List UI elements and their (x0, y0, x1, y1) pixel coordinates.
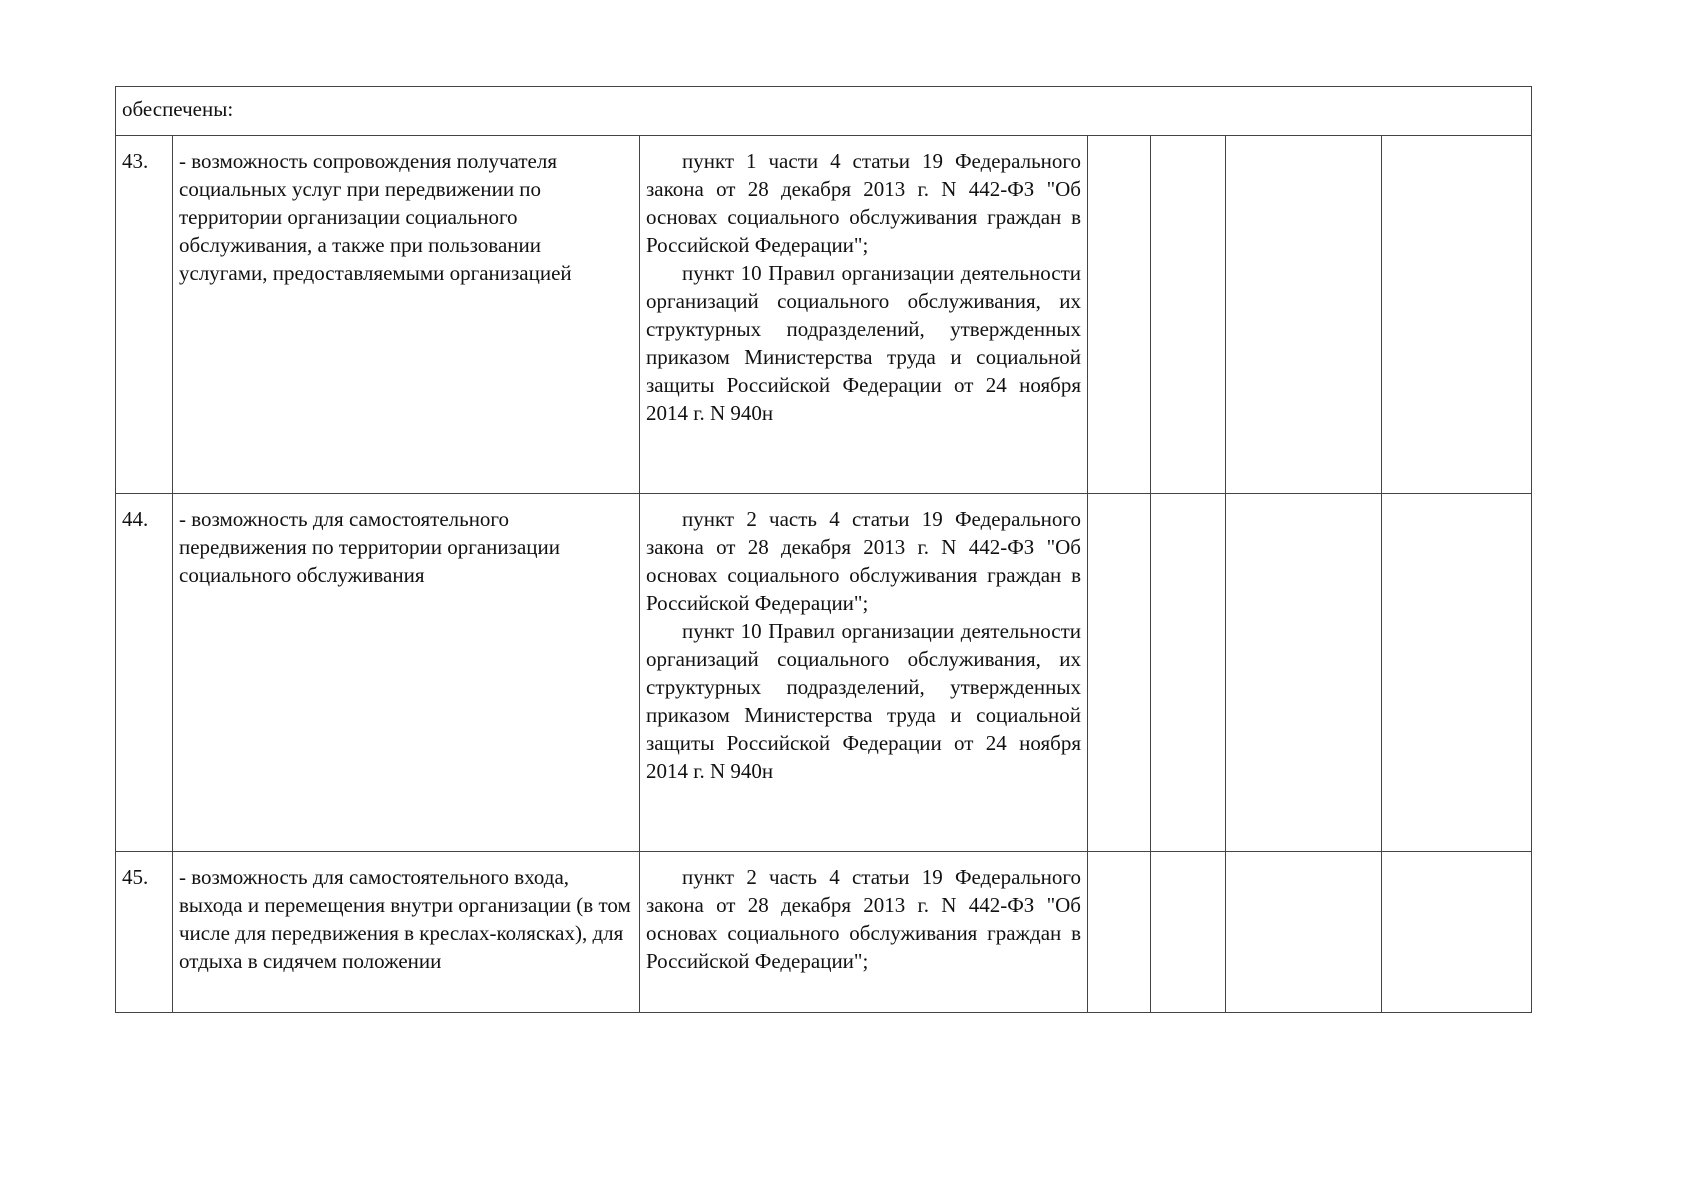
row-legal-basis (640, 852, 1088, 1013)
empty-cell (1088, 852, 1151, 1013)
legal-basis-paragraph: пункт 2 часть 4 статьи 19 Федерального закона от 28 декабря 2013 г. N 442-ФЗ "Об основах социального обслуживания граждан в Российской Федерации"; (646, 507, 1081, 615)
empty-cell (1151, 494, 1226, 852)
empty-cell (1382, 852, 1532, 1013)
row-number: 43. (116, 136, 173, 494)
legal-basis-paragraph: пункт 10 Правил организации деятельности организаций социального обслуживания, их структурных подразделений, утвержденных приказом Министерства труда и социальной защиты Российской Федерации от 24 ноября 2014 г. N 940н (646, 619, 1081, 783)
empty-cell (1088, 136, 1151, 494)
row-legal-basis (640, 494, 1088, 852)
row-number: 44. (116, 494, 173, 852)
row-description: - возможность для самостоятельного входа, выхода и перемещения внутри организации (в том числе для передвижения в креслах-колясках), для отдыха в сидячем положении (173, 852, 640, 1013)
legal-basis-paragraph: пункт 10 Правил организации деятельности организаций социального обслуживания, их структурных подразделений, утвержденных приказом Министерства труда и социальной защиты Российской Федерации от 24 ноября 2014 г. N 940н (646, 261, 1081, 425)
table-row (116, 494, 1532, 852)
empty-cell (1226, 494, 1382, 852)
empty-cell (1151, 852, 1226, 1013)
table-row (116, 136, 1532, 494)
empty-cell (1088, 494, 1151, 852)
row-description: - возможность для самостоятельного передвижения по территории организации социального обслуживания (173, 494, 640, 852)
empty-cell (1382, 136, 1532, 494)
row-description: - возможность сопровождения получателя социальных услуг при передвижении по территории организации социального обслуживания, а также при пользовании услугами, предоставляемыми организацией (173, 136, 640, 494)
empty-cell (1151, 136, 1226, 494)
empty-cell (1226, 136, 1382, 494)
table-row (116, 852, 1532, 1013)
row-number: 45. (116, 852, 173, 1013)
empty-cell (1382, 494, 1532, 852)
continuation-text: обеспечены: (116, 87, 1532, 136)
legal-basis-paragraph: пункт 2 часть 4 статьи 19 Федерального закона от 28 декабря 2013 г. N 442-ФЗ "Об основах социального обслуживания граждан в Российской Федерации"; (646, 865, 1081, 973)
legal-basis-paragraph: пункт 1 части 4 статьи 19 Федерального закона от 28 декабря 2013 г. N 442-ФЗ "Об основах социального обслуживания граждан в Российской Федерации"; (646, 149, 1081, 257)
continuation-row (116, 87, 1532, 136)
empty-cell (1226, 852, 1382, 1013)
requirements-table (115, 86, 1532, 1013)
row-legal-basis (640, 136, 1088, 494)
